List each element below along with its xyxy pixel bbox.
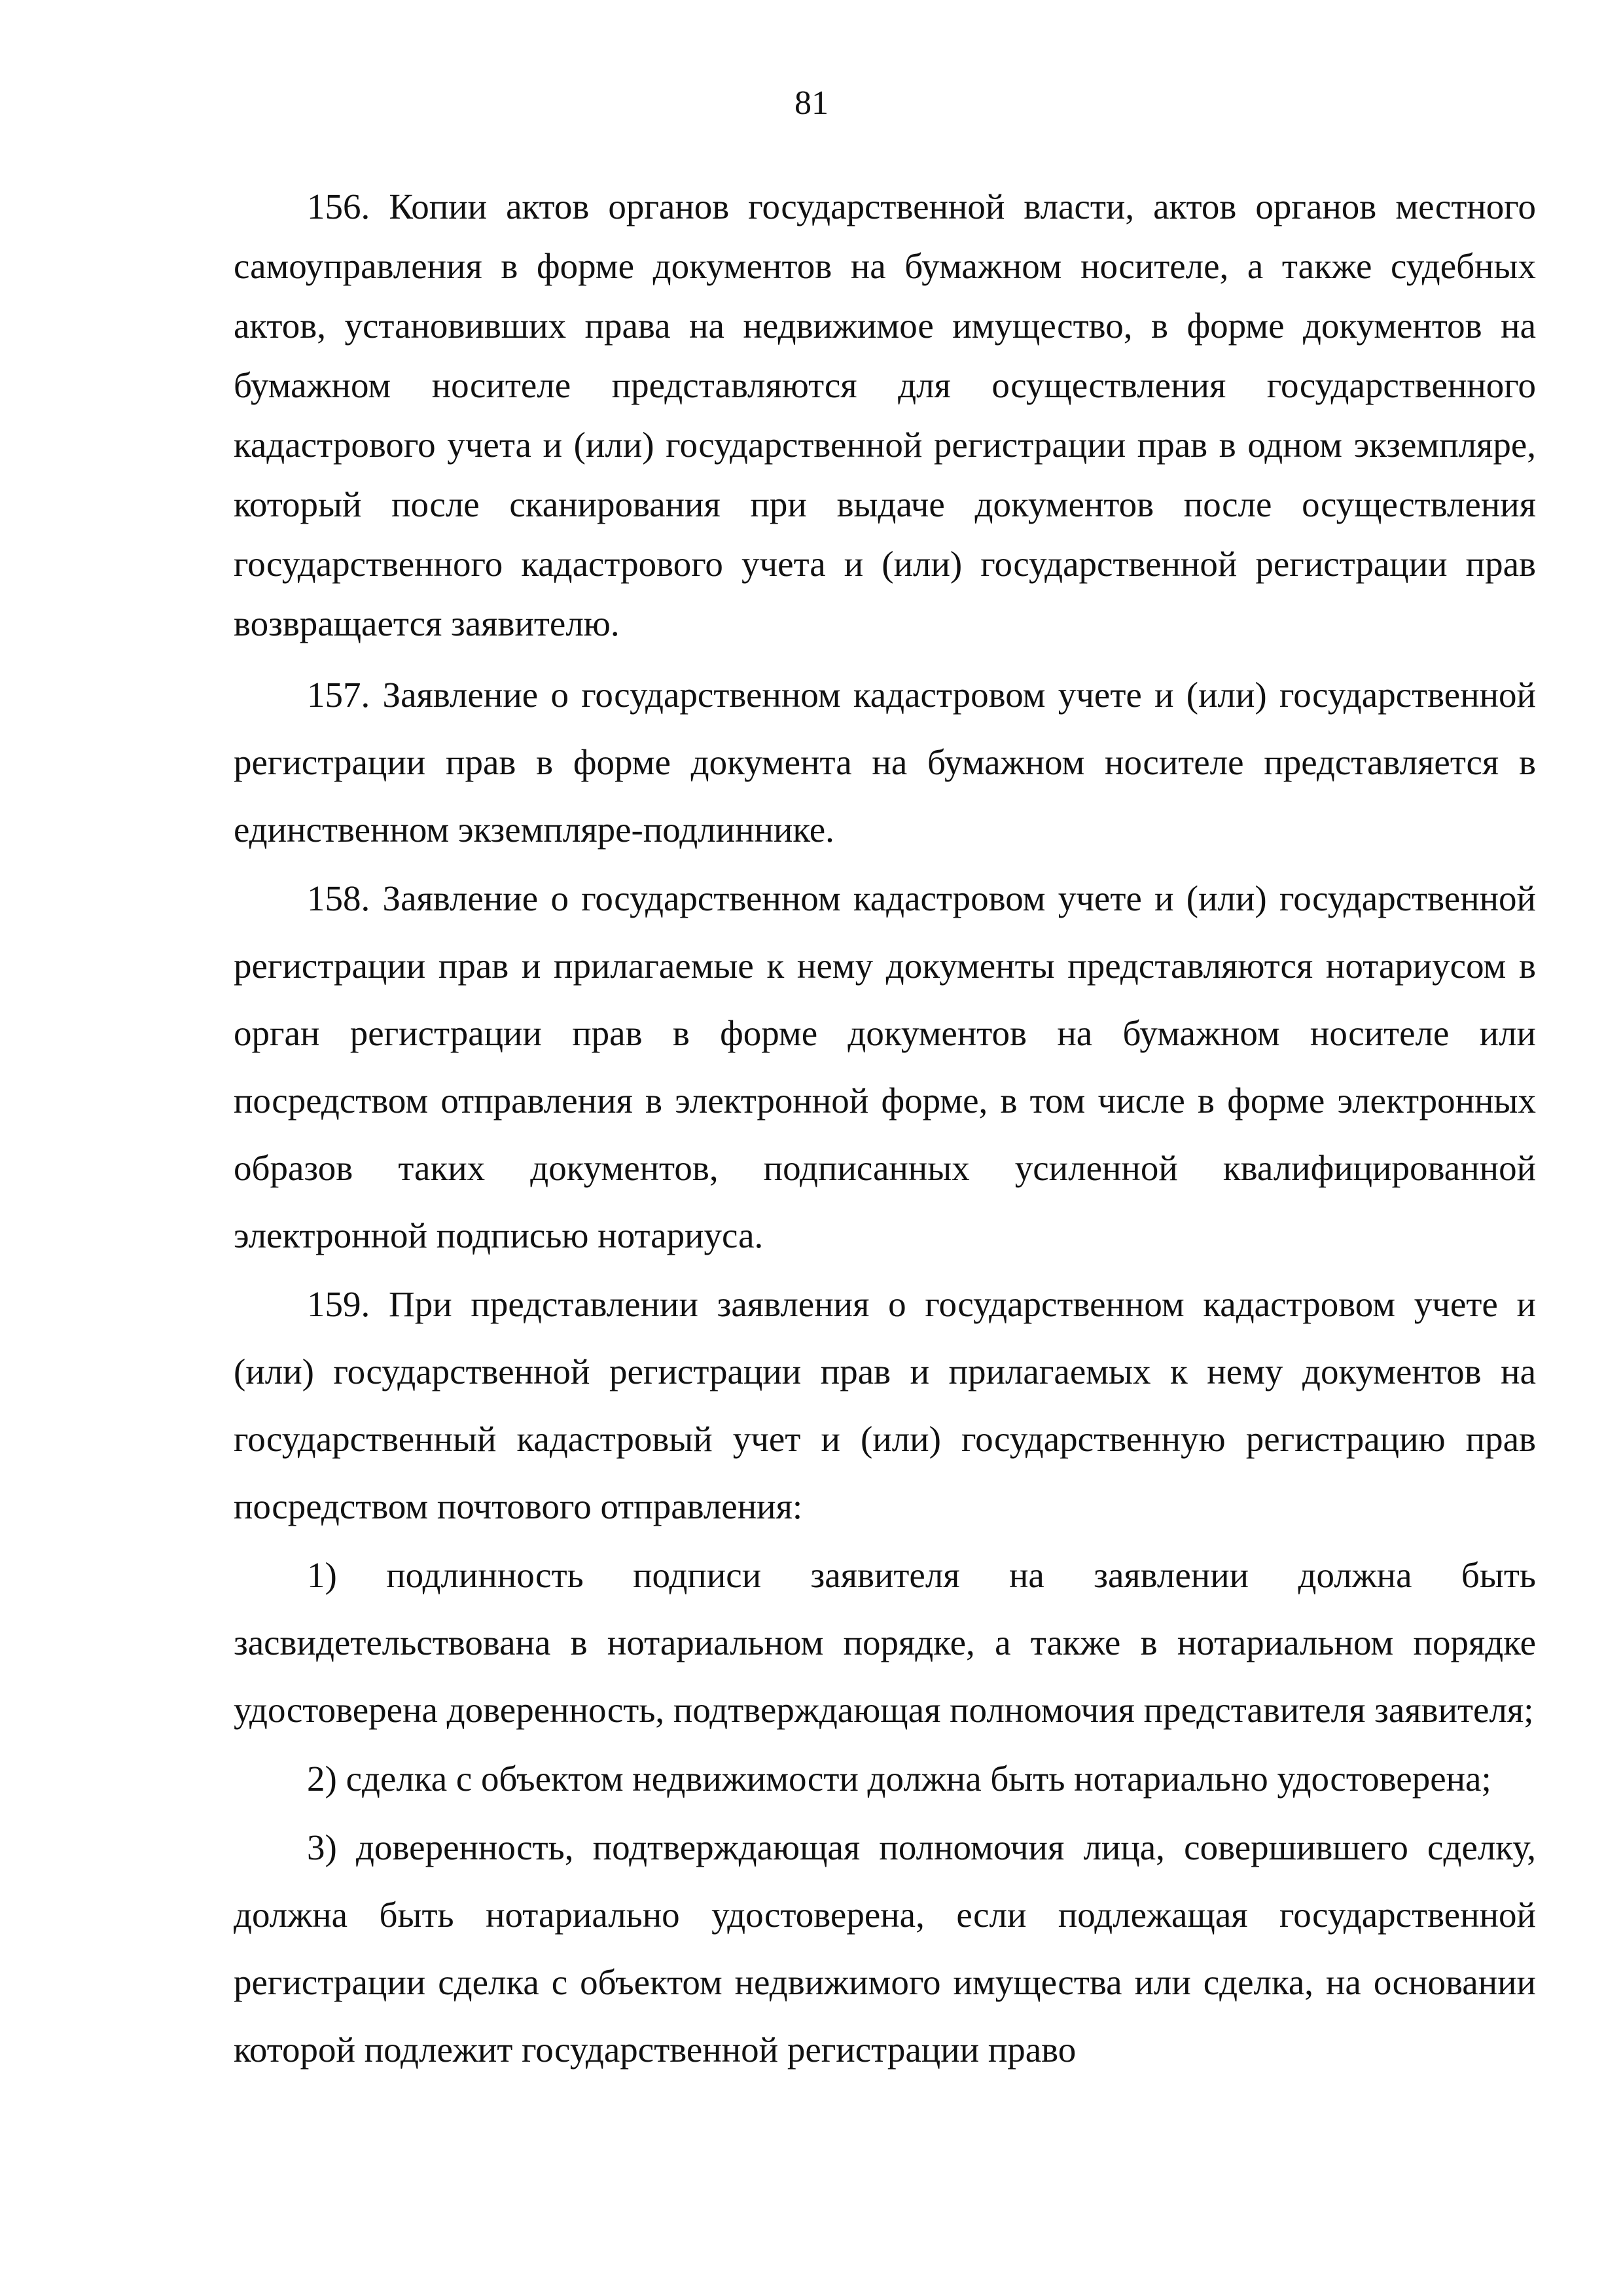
page-number: 81 — [794, 84, 829, 122]
paragraph-159: 159. При представлении заявления о государственном кадастровом учете и (или) государственной регистрации прав и прилагаемых к нему документов на государственный кадастровый учет и (или) государственную регистрацию прав посредством почтового отправления: — [234, 1284, 1536, 1526]
list-item-3: 3) доверенность, подтверждающая полномочия лица, совершившего сделку, должна быть нотариально удостоверена, если подлежащая государственной регистрации сделка с объектом недвижимого имущества или сделка, на основании которой подлежит государственной регистрации право — [234, 1827, 1536, 2070]
paragraph-158: 158. Заявление о государственном кадастровом учете и (или) государственной регистрации прав и прилагаемые к нему документы представляются нотариусом в орган регистрации прав в форме документов на бумажном носителе или посредством отправления в электронной форме, в том числе в форме электронных образов таких документов, подписанных усиленной квалифицированной электронной подписью нотариуса. — [234, 878, 1536, 1255]
list-item-1: 1) подлинность подписи заявителя на заявлении должна быть засвидетельствована в нотариальном порядке, а также в нотариальном порядке удостоверена доверенность, подтверждающая полномочия представителя заявителя; — [234, 1555, 1536, 1730]
list-item-2: 2) сделка с объектом недвижимости должна быть нотариально удостоверена; — [307, 1759, 1491, 1799]
paragraph-157: 157. Заявление о государственном кадастровом учете и (или) государственной регистрации прав в форме документа на бумажном носителе представляется в единственном экземпляре-подлиннике. — [234, 675, 1536, 850]
document-body — [234, 177, 1536, 2085]
paragraph-156: 156. Копии актов органов государственной власти, актов органов местного самоуправления в форме документов на бумажном носителе, а также судебных актов, установивших права на недвижимое имущество, в форме документов на бумажном носителе представляются для осуществления государственного кадастрового учета и (или) государственной регистрации прав в одном экземпляре, который после сканирования при выдаче документов после осуществления государственного кадастрового учета и (или) государственной регистрации прав возвращается заявителю. — [234, 187, 1536, 643]
